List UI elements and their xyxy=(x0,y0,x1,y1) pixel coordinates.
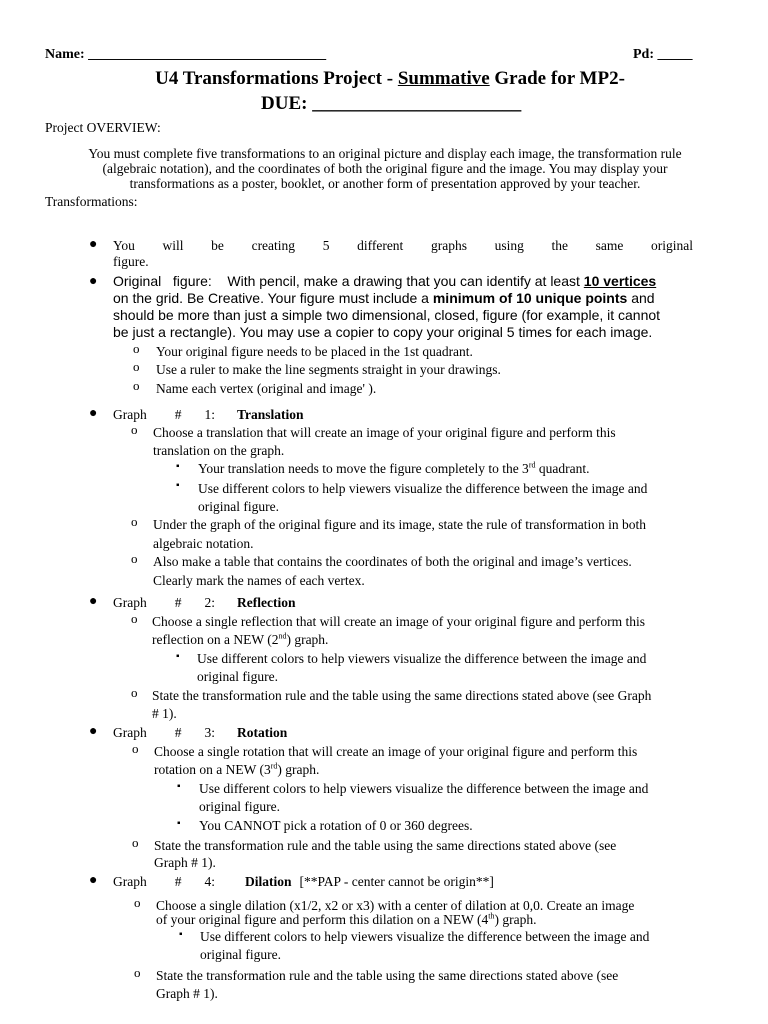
pd-blank: _____ xyxy=(657,47,693,62)
graph-2-title: Reflection xyxy=(237,595,296,610)
graph-1-heading: Graph # 1: Translation xyxy=(113,407,304,422)
graph-2-heading: Graph # 2: Reflection xyxy=(113,595,296,610)
graph-1-sub-2-line-2: original figure. xyxy=(198,499,279,514)
circle-bullet-icon: o xyxy=(131,551,138,566)
graph-3-heading: Graph # 3: Rotation xyxy=(113,725,288,740)
square-bullet-icon: ▪ xyxy=(176,461,180,472)
intro-sub-2: Use a ruler to make the line segments straight in your drawings. xyxy=(156,362,501,377)
graph-4-item-1-line-1: Choose a single dilation (x1/2, x2 or x3) with a center of dilation at 0,0. Create an image xyxy=(156,898,635,913)
square-bullet-icon: ▪ xyxy=(177,781,181,792)
graph-4-title: Dilation xyxy=(245,874,292,889)
circle-bullet-icon: o xyxy=(132,835,139,850)
circle-bullet-icon: o xyxy=(131,422,138,437)
intro-sub-3: Name each vertex (original and image' ). xyxy=(156,381,377,396)
graph-3-sub-2: You CANNOT pick a rotation of 0 or 360 degrees. xyxy=(199,818,473,833)
overview-heading: Project OVERVIEW: xyxy=(45,120,161,135)
intro-bullet-2-line-4: be just a rectangle). You may use a copier to copy your original 5 times for each image. xyxy=(113,324,653,340)
graph-4-item-2-line-1: State the transformation rule and the table using the same directions stated above (see xyxy=(156,968,619,983)
name-blank: __________________________________ xyxy=(88,47,327,62)
intro-bullet-1-line-1: You will be creating 5 different graphs using the same original xyxy=(113,238,693,253)
intro-bullet-2-line-3: should be more than just a simple two dimensional, closed, figure (for example, it cannot xyxy=(113,307,661,323)
pd-label: Pd: xyxy=(633,47,654,62)
intro-bullet-1-line-2: figure. xyxy=(113,254,149,269)
circle-bullet-icon: o xyxy=(133,378,140,393)
graph-1-sub-2-line-1: Use different colors to help viewers visualize the difference between the image and xyxy=(198,481,648,496)
overview-line-1: You must complete five transformations to an original picture and display each image, the transformation rule xyxy=(88,146,682,161)
transformations-label: Transformations: xyxy=(45,194,138,209)
period-field xyxy=(633,47,693,63)
circle-bullet-icon: o xyxy=(131,514,138,529)
graph-4-item-2-line-2: Graph # 1). xyxy=(156,986,218,1001)
graph-3-sub-1-line-1: Use different colors to help viewers visualize the difference between the image and xyxy=(199,781,649,796)
circle-bullet-icon: o xyxy=(134,895,141,910)
graph-3-item-1-line-1: Choose a single rotation that will create an image of your original figure and perform this xyxy=(154,744,638,759)
bullet-icon: ● xyxy=(89,594,98,609)
circle-bullet-icon: o xyxy=(131,611,138,626)
square-bullet-icon: ▪ xyxy=(176,480,180,491)
graph-3-sub-1-line-2: original figure. xyxy=(199,799,280,814)
circle-bullet-icon: o xyxy=(133,341,140,356)
graph-1-item-3-line-2: Clearly mark the names of each vertex. xyxy=(153,573,365,588)
circle-bullet-icon: o xyxy=(134,965,141,980)
graph-1-item-2-line-2: algebraic notation. xyxy=(153,536,254,551)
graph-4-item-1-line-2: of your original figure and perform this dilation on a NEW (4th) graph. xyxy=(156,911,537,927)
bullet-icon: ● xyxy=(89,873,98,888)
graph-2-item-1-line-2: reflection on a NEW (2nd) graph. xyxy=(152,631,329,647)
square-bullet-icon: ▪ xyxy=(177,818,181,829)
graph-1-item-2-line-1: Under the graph of the original figure and its image, state the rule of transformation in both xyxy=(153,517,646,532)
graph-3-item-1-line-2: rotation on a NEW (3rd) graph. xyxy=(154,761,320,777)
graph-3-title: Rotation xyxy=(237,725,288,740)
graph-2-sub-1-line-2: original figure. xyxy=(197,669,278,684)
graph-4-sub-1-line-1: Use different colors to help viewers visualize the difference between the image and xyxy=(200,929,650,944)
intro-bullet-2-line-2: on the grid. Be Creative. Your figure must include a minimum of 10 unique points and xyxy=(113,290,655,306)
bullet-icon: ● xyxy=(89,237,98,252)
square-bullet-icon: ▪ xyxy=(176,651,180,662)
graph-1-item-3-line-1: Also make a table that contains the coordinates of both the original and image’s vertices. xyxy=(153,554,632,569)
ten-vertices-emphasis: 10 vertices xyxy=(583,273,657,289)
graph-2-sub-1-line-1: Use different colors to help viewers visualize the difference between the image and xyxy=(197,651,647,666)
graph-4-heading: Graph # 4: Dilation [**PAP - center cannot be origin**] xyxy=(113,874,494,889)
graph-1-item-1-line-2: translation on the graph. xyxy=(153,443,285,458)
circle-bullet-icon: o xyxy=(131,685,138,700)
circle-bullet-icon: o xyxy=(133,359,140,374)
circle-bullet-icon: o xyxy=(132,741,139,756)
due-line: DUE: ______________________ xyxy=(261,93,522,114)
graph-1-item-1-line-1: Choose a translation that will create an image of your original figure and perform this xyxy=(153,425,616,440)
page-title: U4 Transformations Project - Summative Grade for MP2- xyxy=(155,68,625,89)
bullet-icon: ● xyxy=(89,724,98,739)
graph-4-note: [**PAP - center cannot be origin**] xyxy=(299,874,494,889)
graph-4-sub-1-line-2: original figure. xyxy=(200,947,281,962)
graph-2-item-1-line-1: Choose a single reflection that will create an image of your original figure and perform this xyxy=(152,614,645,629)
graph-2-item-2-line-2: # 1). xyxy=(152,706,177,721)
minimum-points-emphasis: minimum of 10 unique points xyxy=(432,290,628,306)
overview-line-3: transformations as a poster, booklet, or another form of presentation approved by your teacher. xyxy=(129,176,641,191)
bullet-icon: ● xyxy=(89,406,98,421)
name-field xyxy=(45,47,326,63)
graph-3-item-2-line-2: Graph # 1). xyxy=(154,855,216,870)
summative-word: Summative xyxy=(397,68,490,89)
graph-1-title: Translation xyxy=(237,407,304,422)
intro-sub-1: Your original figure needs to be placed in the 1st quadrant. xyxy=(156,344,473,359)
graph-3-item-2-line-1: State the transformation rule and the table using the same directions stated above (see xyxy=(154,838,617,853)
name-label: Name: xyxy=(45,47,85,62)
overview-line-2: (algebraic notation), and the coordinates of both the original figure and the image. You may display your xyxy=(102,161,668,176)
bullet-icon: ● xyxy=(89,274,98,289)
intro-bullet-2-line-1: Original figure: With pencil, make a drawing that you can identify at least 10 vertices xyxy=(113,273,657,289)
graph-1-sub-1: Your translation needs to move the figure completely to the 3rd quadrant. xyxy=(198,460,590,476)
square-bullet-icon: ▪ xyxy=(179,929,183,940)
graph-2-item-2-line-1: State the transformation rule and the table using the same directions stated above (see Graph xyxy=(152,688,652,703)
